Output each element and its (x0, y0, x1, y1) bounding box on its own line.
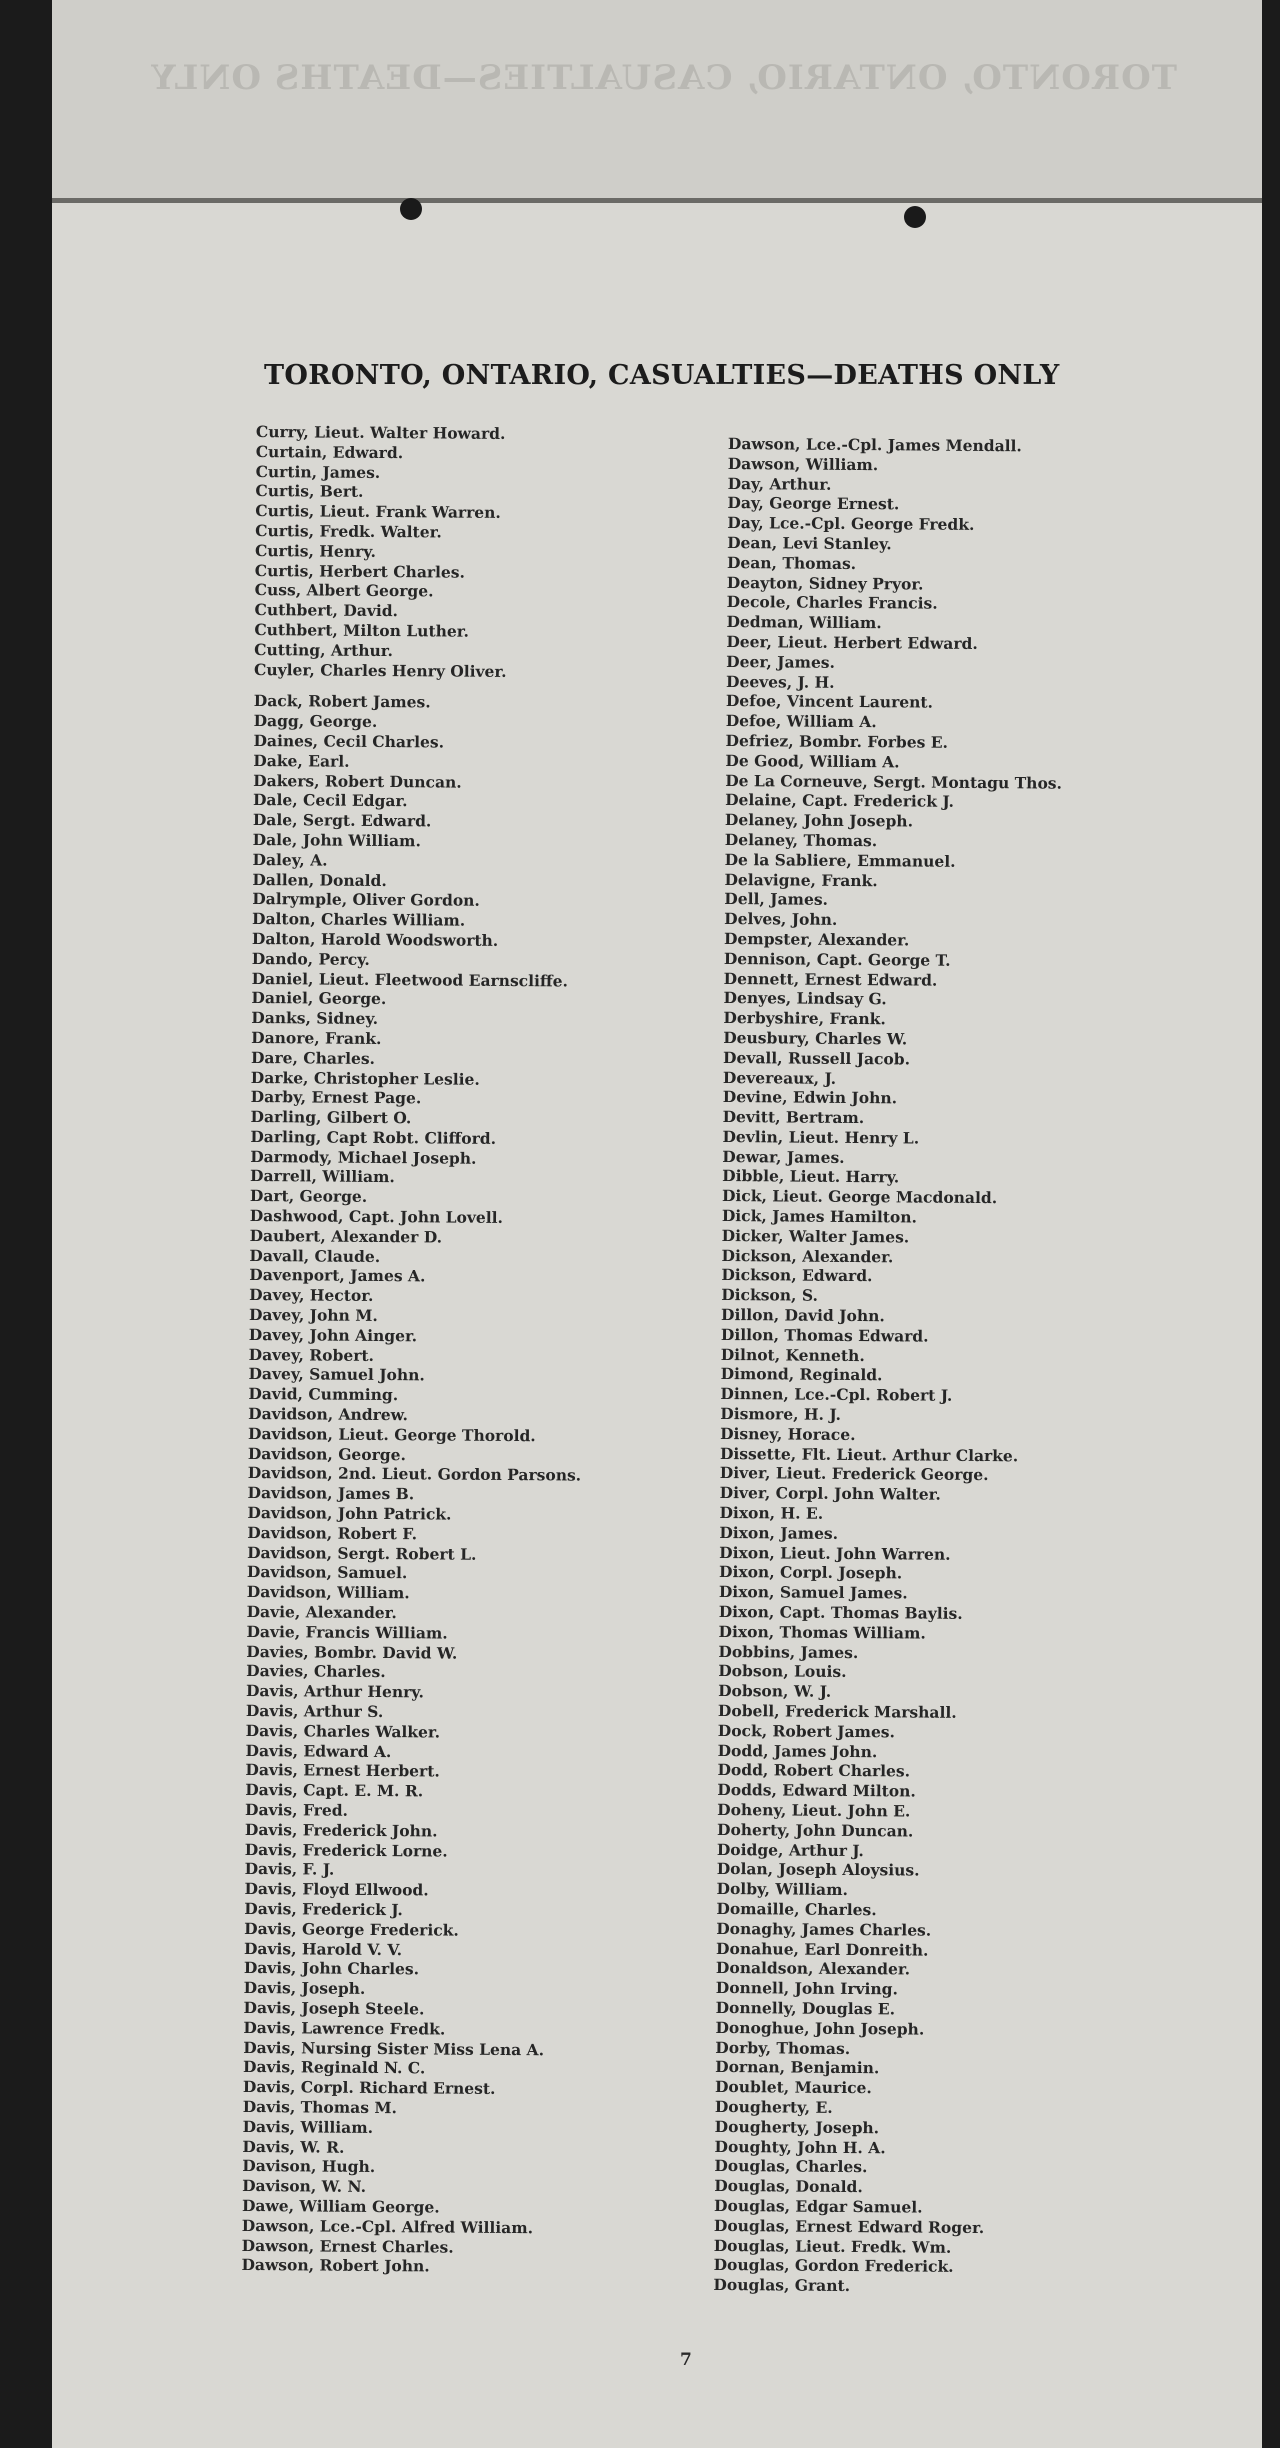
casualty-entry: Davison, Hugh. (242, 2156, 376, 2177)
casualty-entry: Curtis, Herbert Charles. (254, 560, 466, 582)
casualty-entry: Dixon, Corpl. Joseph. (718, 1562, 903, 1583)
casualty-entry: Davey, Robert. (248, 1344, 375, 1365)
page-top-strip (52, 0, 1262, 200)
casualty-entry: Dean, Thomas. (726, 552, 857, 573)
casualty-entry: Douglas, Gordon Frederick. (713, 2255, 954, 2277)
casualty-entry: Dobbins, James. (718, 1641, 859, 1662)
casualty-entry: Deeves, J. H. (725, 671, 835, 692)
casualty-entry: Davis, Fred. (245, 1799, 349, 1820)
casualty-entry: Dack, Robert James. (253, 691, 431, 712)
casualty-entry: Daley, A. (252, 849, 328, 870)
casualty-entry: Davey, John M. (248, 1305, 378, 1326)
casualty-entry: Delaine, Capt. Frederick J. (725, 790, 955, 812)
casualty-entry: Danks, Sidney. (251, 1008, 379, 1029)
casualty-entry: Derbyshire, Frank. (723, 1008, 886, 1029)
casualty-entry: Donoghue, John Joseph. (715, 2017, 925, 2039)
casualty-entry: Devall, Russell Jacob. (723, 1047, 911, 1069)
casualty-entry: Dixon, Capt. Thomas Baylis. (718, 1601, 963, 1623)
casualty-entry: De la Sabliere, Emmanuel. (724, 849, 956, 871)
casualty-entry: Dewar, James. (722, 1146, 845, 1167)
casualty-entry: Davidson, Sergt. Robert L. (247, 1542, 477, 1564)
binding-hole-right (904, 206, 926, 228)
casualty-entry: Dick, Lieut. George Macdonald. (721, 1186, 998, 1208)
casualty-entry: Dick, James Hamilton. (721, 1206, 918, 1227)
casualty-entry: Dornan, Benjamin. (715, 2057, 880, 2078)
casualty-entry: Dougherty, E. (714, 2096, 833, 2117)
casualty-entry: Donaghy, James Charles. (716, 1918, 932, 1940)
right-column (713, 434, 1064, 2297)
casualty-entry: Daubert, Alexander D. (249, 1225, 443, 1247)
casualty-entry: Dodd, Robert Charles. (717, 1760, 911, 1781)
casualty-entry: Davis, Floyd Ellwood. (244, 1879, 429, 1900)
casualty-entry: Deer, James. (726, 651, 836, 672)
casualty-entry: Davidson, Andrew. (248, 1404, 408, 1425)
casualty-entry: Davis, F. J. (244, 1859, 335, 1880)
casualty-entry: Dale, John William. (252, 829, 421, 851)
casualty-entry: Cuthbert, Milton Luther. (254, 619, 470, 641)
casualty-entry: Devine, Edwin John. (722, 1087, 898, 1108)
casualty-entry: Denyes, Lindsay G. (723, 988, 887, 1009)
casualty-entry: Dean, Levi Stanley. (727, 532, 892, 554)
casualty-entry: Davis, Thomas M. (242, 2096, 398, 2118)
casualty-entry: Darmody, Michael Joseph. (250, 1146, 477, 1168)
casualty-entry: Delves, John. (724, 909, 838, 929)
casualty-entry: Dixon, Lieut. John Warren. (719, 1542, 951, 1564)
casualty-entry: Davis, Frederick John. (244, 1819, 438, 1841)
casualty-entry: Delaney, Thomas. (724, 829, 878, 851)
casualty-entry: Dock, Robert James. (717, 1720, 896, 1742)
casualty-entry: Dawson, Lce.-Cpl. James Mendall. (727, 434, 1022, 456)
casualty-entry: Donaldson, Alexander. (715, 1958, 911, 1979)
casualty-entry: Dobson, Louis. (718, 1661, 847, 1682)
casualty-entry: Dale, Cecil Edgar. (252, 790, 408, 811)
casualty-entry: Dempster, Alexander. (723, 928, 910, 950)
casualty-entry: Dashwood, Capt. John Lovell. (249, 1206, 504, 1228)
casualty-entry: Donnelly, Douglas E. (715, 1997, 896, 2019)
ghost-header-bleedthrough: TORONTO, ONTARIO, CASUALTIES—DEATHS ONLY (150, 58, 1177, 98)
casualty-entry: Dixon, H. E. (719, 1502, 824, 1523)
casualty-entry: Curtis, Henry. (254, 540, 376, 561)
casualty-entry: Dagg, George. (253, 711, 378, 732)
casualty-entry: Dalrymple, Oliver Gordon. (252, 889, 480, 911)
casualty-entry: Deer, Lieut. Herbert Edward. (726, 631, 978, 653)
casualty-entry: Davies, Charles. (246, 1661, 386, 1682)
casualty-entry: Darling, Capt Robt. Clifford. (250, 1126, 497, 1148)
casualty-entry: Dawe, William George. (241, 2195, 440, 2217)
casualty-entry: Dedman, William. (726, 612, 882, 633)
casualty-entry: Day, George Ernest. (727, 493, 900, 514)
casualty-entry: Douglas, Lieut. Fredk. Wm. (713, 2235, 952, 2257)
casualty-entry: Dilnot, Kenneth. (720, 1344, 865, 1365)
casualty-entry: Dobell, Frederick Marshall. (717, 1700, 957, 1722)
casualty-entry: Dawson, Lce.-Cpl. Alfred William. (241, 2215, 534, 2237)
casualty-entry: Dixon, James. (719, 1522, 839, 1543)
casualty-entry: Davis, W. R. (242, 2136, 345, 2157)
left-column (241, 422, 589, 2278)
casualty-entry: Curtain, Edward. (255, 441, 404, 462)
casualty-entry: Davidson, 2nd. Lieut. Gordon Parsons. (247, 1463, 582, 1486)
casualty-entry: Darke, Christopher Leslie. (250, 1067, 480, 1089)
casualty-entry: Davis, Arthur S. (245, 1700, 384, 1722)
casualty-entry: Darrell, William. (250, 1166, 395, 1187)
casualty-entry: Darby, Ernest Page. (250, 1087, 422, 1108)
casualty-entry: Davey, Hector. (249, 1285, 374, 1306)
casualty-entry: Dixon, Samuel James. (718, 1582, 908, 1603)
casualty-entry: Douglas, Edgar Samuel. (714, 2195, 923, 2217)
casualty-entry: Davidson, Samuel. (246, 1562, 408, 1583)
casualty-entry: Davis, Joseph. (243, 1978, 366, 1999)
casualty-entry: Dalton, Charles William. (252, 909, 466, 930)
casualty-entry: Douglas, Grant. (713, 2275, 851, 2296)
page-title: TORONTO, ONTARIO, CASUALTIES—DEATHS ONLY (264, 360, 1060, 391)
casualty-entry: Dawson, Robert John. (241, 2255, 430, 2276)
casualty-entry: Davis, Ernest Herbert. (245, 1760, 440, 1781)
casualty-entry: Davey, John Ainger. (248, 1324, 418, 1346)
casualty-entry: Doheny, Lieut. John E. (717, 1799, 911, 1821)
casualty-entry: Davis, Edward A. (245, 1740, 392, 1761)
casualty-entry: Devlin, Lieut. Henry L. (722, 1126, 920, 1148)
casualty-entry: Delavigne, Frank. (724, 869, 878, 890)
casualty-entry: Deayton, Sidney Pryor. (726, 572, 924, 594)
casualty-entry: Dolby, William. (716, 1879, 849, 1900)
casualty-entry: Curry, Lieut. Walter Howard. (255, 422, 506, 443)
casualty-entry: Dissette, Flt. Lieut. Arthur Clarke. (719, 1443, 1019, 1465)
document-page (52, 0, 1262, 2448)
casualty-entry: Devereaux, J. (722, 1067, 837, 1088)
casualty-entry: Defoe, Vincent Laurent. (725, 691, 934, 712)
casualty-entry: Davis, William. (242, 2116, 374, 2137)
casualty-entry: Doughty, John H. A. (714, 2136, 886, 2157)
casualty-entry: Danore, Frank. (251, 1027, 382, 1048)
casualty-entry: Davis, Arthur Henry. (245, 1681, 425, 1702)
casualty-entry: Dougherty, Joseph. (714, 2116, 880, 2137)
casualty-entry: Doherty, John Duncan. (716, 1819, 914, 1841)
casualty-entry: Davall, Claude. (249, 1245, 381, 1266)
casualty-entry: Dakers, Robert Duncan. (253, 770, 462, 792)
casualty-entry: Darling, Gilbert O. (250, 1107, 412, 1128)
casualty-entry: Decole, Charles Francis. (726, 592, 938, 614)
casualty-entry: Doidge, Arthur J. (716, 1839, 864, 1860)
casualty-entry: Davis, Lawrence Fredk. (243, 2017, 446, 2039)
page-number: 7 (680, 2350, 692, 2370)
casualty-entry: Davenport, James A. (249, 1265, 426, 1286)
casualty-entry: Devitt, Bertram. (722, 1107, 865, 1128)
casualty-entry: Davis, Charles Walker. (245, 1720, 441, 1742)
casualty-entry: Davidson, William. (246, 1582, 410, 1603)
casualty-entry: Davidson, James B. (247, 1483, 415, 1504)
casualty-entry: De La Corneuve, Sergt. Montagu Thos. (725, 770, 1063, 793)
casualty-entry: Cuss, Albert George. (254, 580, 434, 601)
casualty-entry: Davidson, Robert F. (247, 1522, 418, 1544)
casualty-entry: Davis, John Charles. (243, 1958, 420, 1979)
casualty-entry: Cutting, Arthur. (254, 639, 394, 660)
casualty-entry: Dixon, Thomas William. (718, 1621, 926, 1643)
casualty-entry: Douglas, Donald. (714, 2176, 863, 2197)
casualty-entry: Dibble, Lieut. Harry. (722, 1166, 900, 1187)
casualty-entry: Douglas, Charles. (714, 2156, 868, 2177)
casualty-entry: Dodds, Edward Milton. (717, 1780, 916, 1801)
casualty-entry: Dickson, Edward. (721, 1265, 873, 1286)
casualty-entry: Dorby, Thomas. (715, 2037, 851, 2058)
casualty-entry: Dallen, Donald. (252, 869, 387, 890)
casualty-entry: Curtis, Lieut. Frank Warren. (255, 501, 501, 523)
casualty-entry: Dicker, Walter James. (721, 1225, 910, 1247)
casualty-entry: Dennison, Capt. George T. (723, 948, 951, 970)
casualty-entry: Daniel, George. (251, 988, 387, 1009)
casualty-entry: Defoe, William A. (725, 711, 877, 732)
casualty-entry: Davis, Frederick Lorne. (244, 1839, 448, 1861)
casualty-entry: Donnell, John Irving. (715, 1978, 899, 1999)
casualty-entry: Daines, Cecil Charles. (253, 730, 445, 752)
casualty-entry: Davis, Nursing Sister Miss Lena A. (243, 2037, 545, 2059)
casualty-entry: Douglas, Ernest Edward Roger. (713, 2215, 985, 2237)
casualty-entry: Davie, Alexander. (246, 1601, 397, 1623)
casualty-entry: Dawson, William. (727, 453, 879, 474)
casualty-entry: Davidson, Lieut. George Thorold. (247, 1423, 536, 1446)
casualty-entry: Dickson, S. (721, 1285, 818, 1305)
casualty-entry: Davis, George Frederick. (244, 1918, 459, 1940)
casualty-entry: Davie, Francis William. (246, 1621, 448, 1643)
binding-hole-left (400, 198, 422, 220)
casualty-entry: Dando, Percy. (251, 948, 370, 969)
casualty-entry: Delaney, John Joseph. (724, 810, 914, 831)
casualty-entry: Dillon, Thomas Edward. (720, 1324, 929, 1346)
casualty-entry: Dalton, Harold Woodsworth. (251, 928, 499, 950)
page-fold-line (52, 198, 1262, 203)
casualty-entry: De Good, William A. (725, 750, 900, 772)
casualty-entry: Davis, Joseph Steele. (243, 1997, 425, 2019)
casualty-entry: Dolan, Joseph Aloysius. (716, 1859, 920, 1880)
casualty-entry: Curtis, Bert. (255, 481, 364, 502)
casualty-entry: Davis, Harold V. V. (243, 1938, 403, 1959)
casualty-entry: Dake, Earl. (253, 750, 350, 771)
casualty-entry: Dobson, W. J. (718, 1681, 832, 1702)
casualty-entry: Deusbury, Charles W. (723, 1027, 908, 1049)
casualty-entry: Davis, Corpl. Richard Ernest. (242, 2077, 496, 2099)
casualty-entry: Diver, Lieut. Frederick George. (719, 1463, 989, 1485)
casualty-entry: Cuthbert, David. (254, 600, 399, 621)
casualty-entry: Dawson, Ernest Charles. (241, 2235, 454, 2257)
casualty-entry: David, Cumming. (248, 1384, 399, 1405)
casualty-entry: Donahue, Earl Donreith. (716, 1938, 929, 1960)
casualty-entry: Day, Lce.-Cpl. George Fredk. (727, 513, 975, 535)
casualty-entry: Davey, Samuel John. (248, 1364, 425, 1385)
casualty-entry: Daniel, Lieut. Fleetwood Earnscliffe. (251, 968, 568, 990)
casualty-entry: Davidson, John Patrick. (247, 1502, 452, 1524)
casualty-entry: Dennett, Ernest Edward. (723, 968, 938, 990)
casualty-entry: Cuyler, Charles Henry Oliver. (253, 659, 507, 681)
casualty-entry: Davis, Capt. E. M. R. (245, 1780, 424, 1801)
casualty-entry: Diver, Corpl. John Walter. (719, 1483, 941, 1504)
casualty-entry: Dell, James. (724, 889, 829, 910)
casualty-entry: Doublet, Maurice. (714, 2077, 872, 2098)
casualty-entry: Dickson, Alexander. (721, 1245, 894, 1266)
casualty-entry: Dale, Sergt. Edward. (252, 810, 432, 831)
casualty-entry: Day, Arthur. (727, 473, 832, 494)
casualty-entry: Disney, Horace. (720, 1423, 856, 1444)
casualty-entry: Dillon, David John. (721, 1305, 885, 1326)
casualty-entry: Dimond, Reginald. (720, 1364, 883, 1385)
casualty-entry: Davies, Bombr. David W. (246, 1641, 458, 1663)
casualty-entry: Dare, Charles. (250, 1047, 376, 1068)
casualty-entry: Dismore, H. J. (720, 1404, 841, 1424)
casualty-entry: Curtis, Fredk. Walter. (255, 520, 442, 542)
casualty-entry: Defriez, Bombr. Forbes E. (725, 730, 949, 752)
casualty-entry: Davis, Frederick J. (244, 1898, 403, 1920)
casualty-entry: Dodd, James John. (717, 1740, 878, 1761)
casualty-entry: Dinnen, Lce.-Cpl. Robert J. (720, 1384, 953, 1406)
casualty-entry: Davison, W. N. (242, 2176, 367, 2197)
casualty-entry: Domaille, Charles. (716, 1898, 877, 1920)
casualty-entry: Davidson, George. (247, 1443, 407, 1464)
casualty-entry: Davis, Reginald N. C. (243, 2057, 426, 2078)
casualty-entry: Dart, George. (249, 1186, 368, 1207)
casualty-entry: Curtin, James. (255, 461, 381, 482)
